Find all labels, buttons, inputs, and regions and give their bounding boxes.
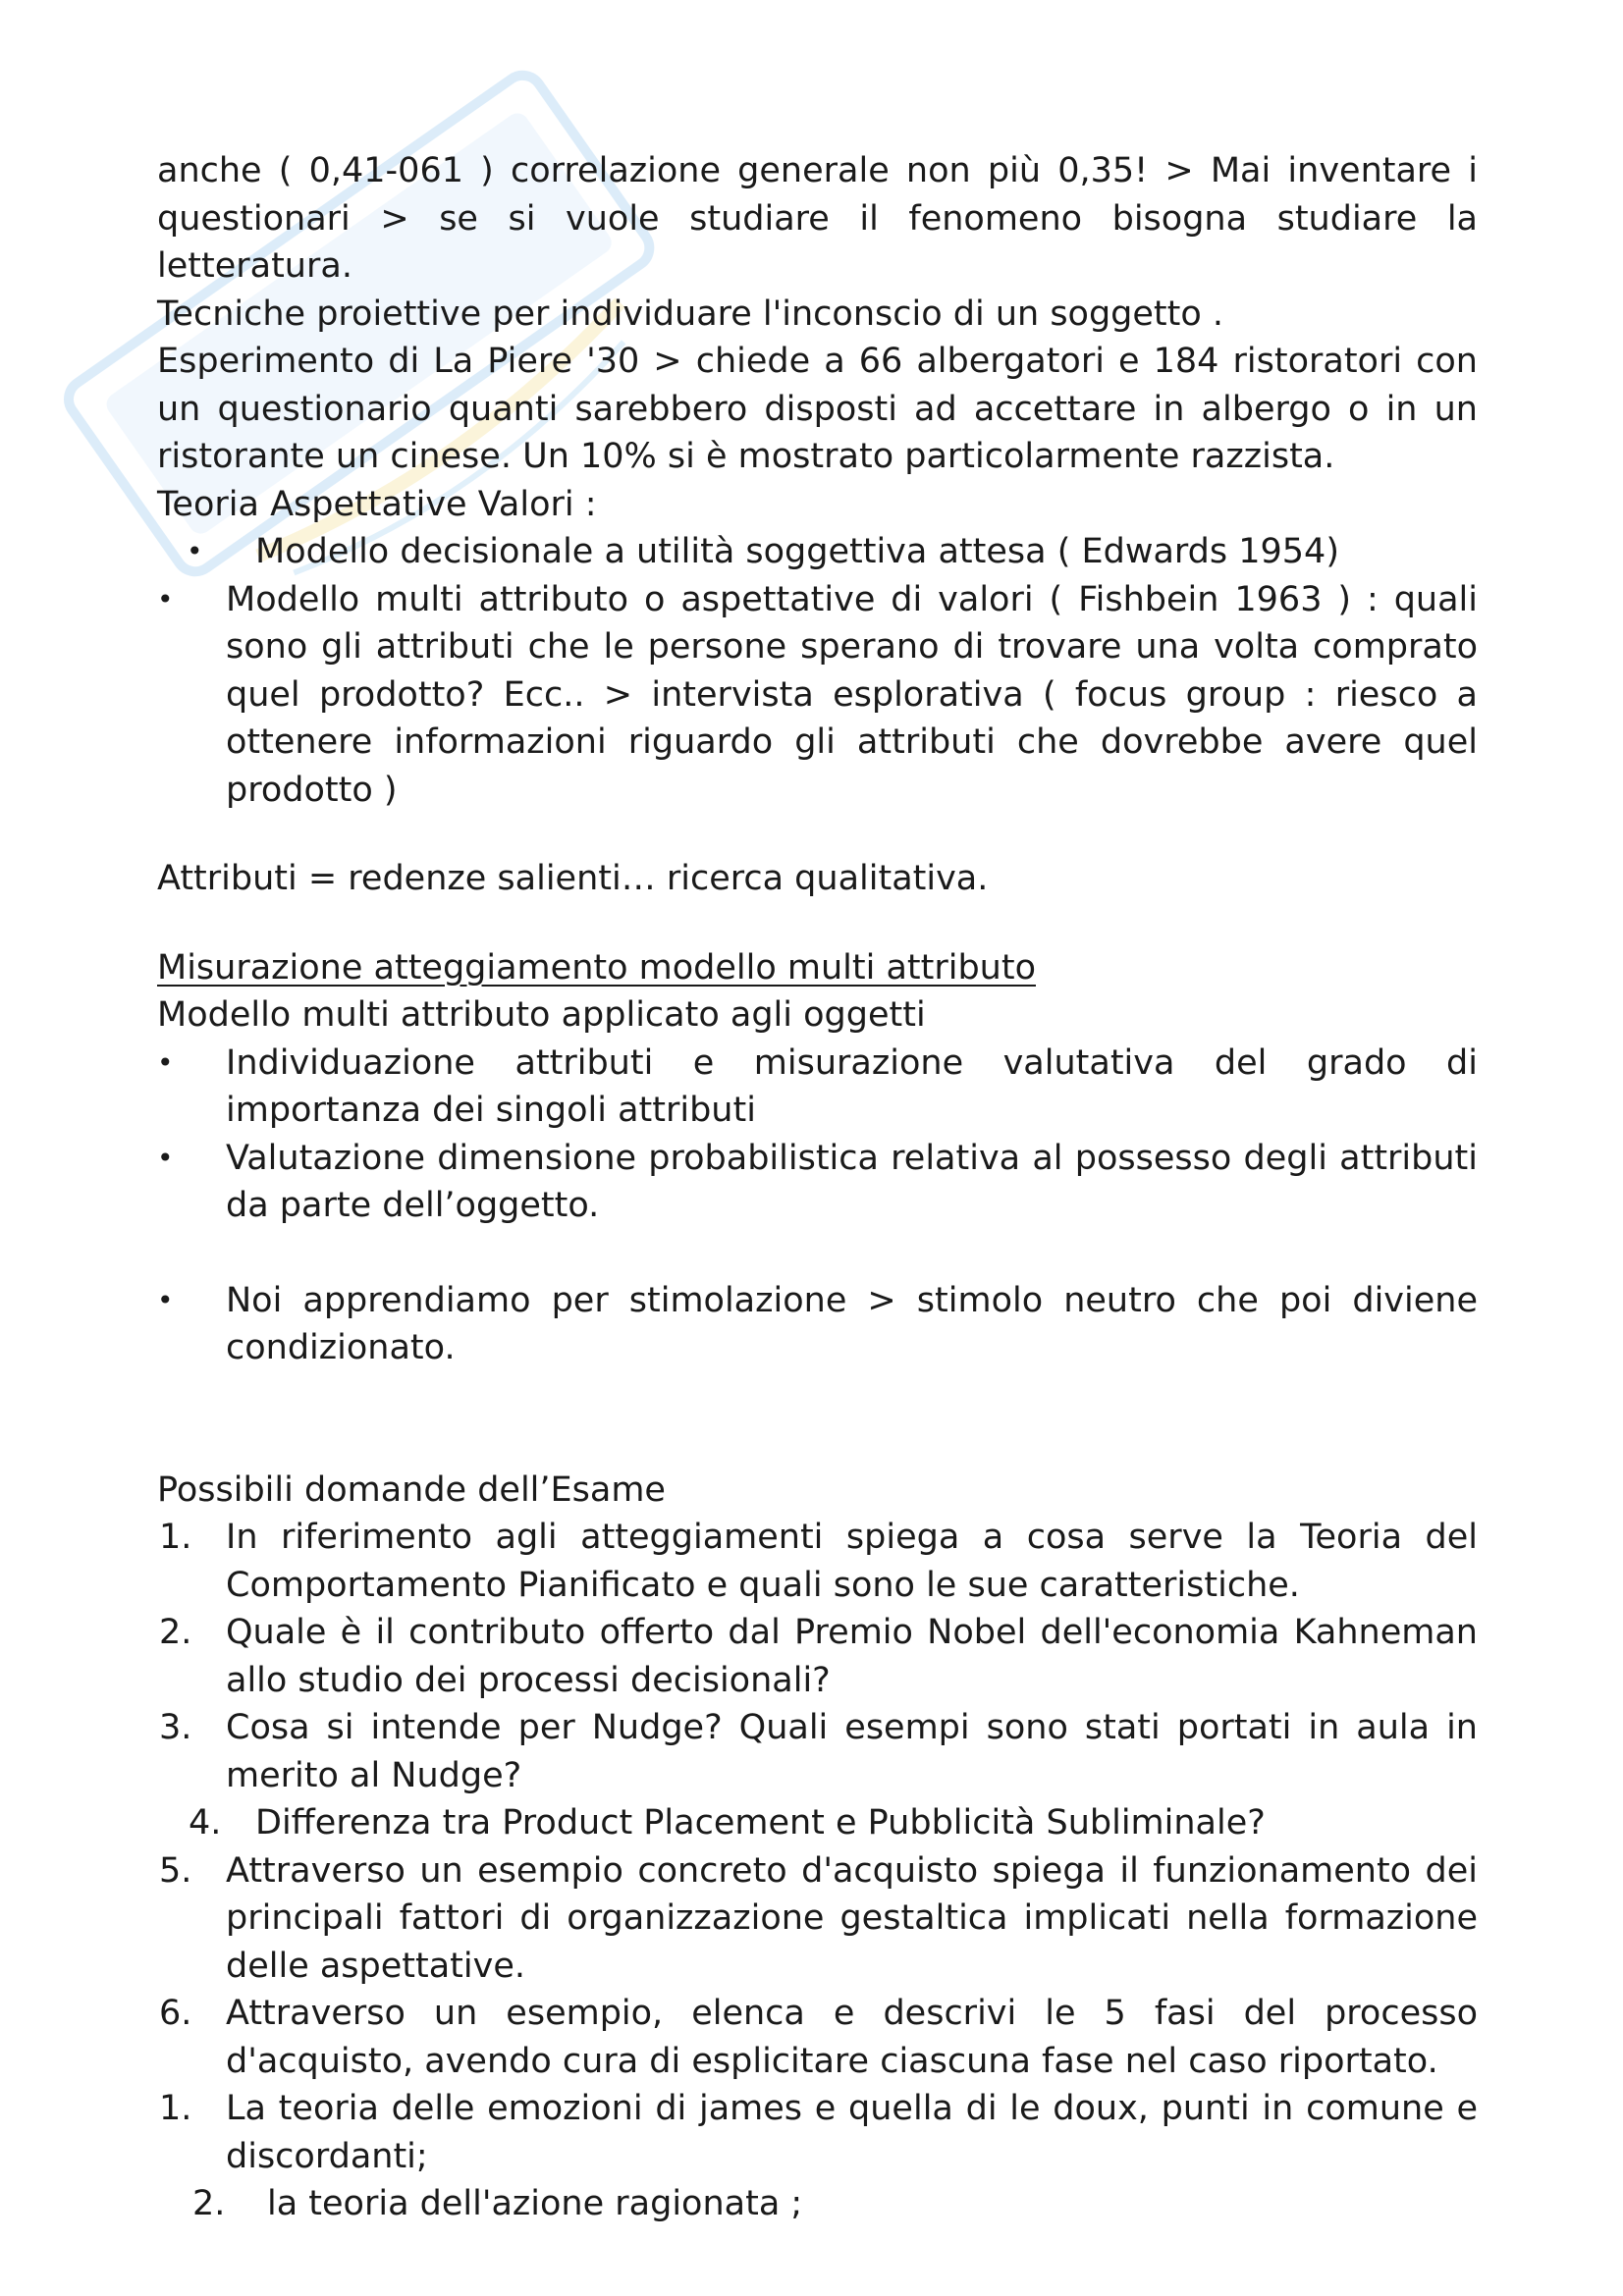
- question-text: Quale è il contributo offerto dal Premio Nobel dell'economia Kahneman allo studio dei processi decisionali?: [226, 1613, 1478, 1700]
- question-item: [157, 1799, 1478, 1847]
- question-text: Attraverso un esempio concreto d'acquisto spiega il funzionamento dei principali fattori di organizzazione gestaltica implicati nella formazione delle aspettative.: [226, 1850, 1478, 1986]
- list-item: [157, 576, 1478, 815]
- question-number: 4.: [189, 1803, 222, 1842]
- bullet-icon: •: [157, 582, 174, 615]
- question-number: 2.: [192, 2184, 226, 2223]
- question-number: 3.: [159, 1708, 192, 1747]
- question-item: [157, 1609, 1478, 1704]
- question-number: 6.: [159, 1994, 192, 2033]
- list-item-text: Modello decisionale a utilità soggettiva attesa ( Edwards 1954): [255, 532, 1339, 571]
- question-number: 2.: [159, 1613, 192, 1652]
- question-number: 1.: [159, 2089, 192, 2128]
- bullet-icon: •: [157, 1283, 174, 1316]
- list-item: [157, 528, 1478, 576]
- question-item: [157, 1990, 1478, 2085]
- bullet-icon: •: [187, 535, 203, 567]
- question-text: Attraverso un esempio, elenca e descrivi le 5 fasi del processo d'acquisto, avendo cura di esplicitare ciascuna fase nel caso riportato.: [226, 1994, 1478, 2081]
- question-number: 5.: [159, 1850, 192, 1891]
- intro-paragraph-4: Teoria Aspettative Valori :: [157, 484, 597, 524]
- intro-paragraph-2: Tecniche proiettive per individuare l'inconscio di un soggetto .: [157, 294, 1224, 334]
- list-item: [157, 1040, 1478, 1135]
- question-item: [157, 1514, 1478, 1609]
- list-item-text: Noi apprendiamo per stimolazione > stimolo neutro che poi diviene condizionato.: [226, 1280, 1478, 1367]
- section-title: Misurazione atteggiamento modello multi attributo: [157, 947, 1036, 988]
- list-item-text: Modello multi attributo o aspettative di valori ( Fishbein 1963 ) : quali sono gli attributi che le persone sperano di trovare una volta comprato quel prodotto? Ecc.. > intervista esplorativa ( focus group : riesco a ottenere informazioni riguardo gli attributi che dovrebbe avere quel prodotto ): [226, 579, 1478, 810]
- question-text: Cosa si intende per Nudge? Quali esempi sono stati portati in aula in merito al Nudge?: [226, 1708, 1478, 1795]
- question-text: In riferimento agli atteggiamenti spiega a cosa serve la Teoria del Comportamento Pianificato e quali sono le sue caratteristiche.: [226, 1518, 1478, 1605]
- list-item: [157, 1277, 1478, 1372]
- question-number: 1.: [159, 1518, 192, 1557]
- list-item: [157, 1135, 1478, 1230]
- section-subtitle: Modello multi attributo applicato agli oggetti: [157, 995, 926, 1035]
- intro-paragraph-1: anche ( 0,41-061 ) correlazione generale non più 0,35! > Mai inventare i questionari > se si vuole studiare il fenomeno bisogna studiare la letteratura.: [157, 151, 1478, 286]
- attributi-line: Attributi = redenze salienti… ricerca qualitativa.: [157, 859, 989, 898]
- question-item: [157, 1704, 1478, 1799]
- bullet-icon: •: [157, 1045, 174, 1079]
- bullet-icon: •: [157, 1141, 174, 1174]
- intro-paragraph-3: Esperimento di La Piere '30 > chiede a 66 albergatori e 184 ristoratori con un questionario quanti sarebbero disposti ad accettare in albergo o in un ristorante un cinese. Un 10% si è mostrato particolarmente razzista.: [157, 342, 1478, 476]
- document-body: [157, 147, 1478, 2228]
- question-text: La teoria delle emozioni di james e quella di le doux, punti in comune e discordanti;: [226, 2089, 1478, 2176]
- exam-questions-title: Possibili domande dell’Esame: [157, 1469, 666, 1510]
- question-item: [157, 1847, 1478, 1991]
- question-text: la teoria dell'azione ragionata ;: [267, 2184, 803, 2223]
- question-text: Differenza tra Product Placement e Pubblicità Subliminale?: [255, 1803, 1266, 1842]
- list-item-text: Valutazione dimensione probabilistica relativa al possesso degli attributi da parte dell’oggetto.: [226, 1138, 1478, 1225]
- question-item: [157, 2180, 1478, 2228]
- question-item: [157, 2085, 1478, 2180]
- list-item-text: Individuazione attributi e misurazione valutativa del grado di importanza dei singoli attributi: [226, 1042, 1478, 1130]
